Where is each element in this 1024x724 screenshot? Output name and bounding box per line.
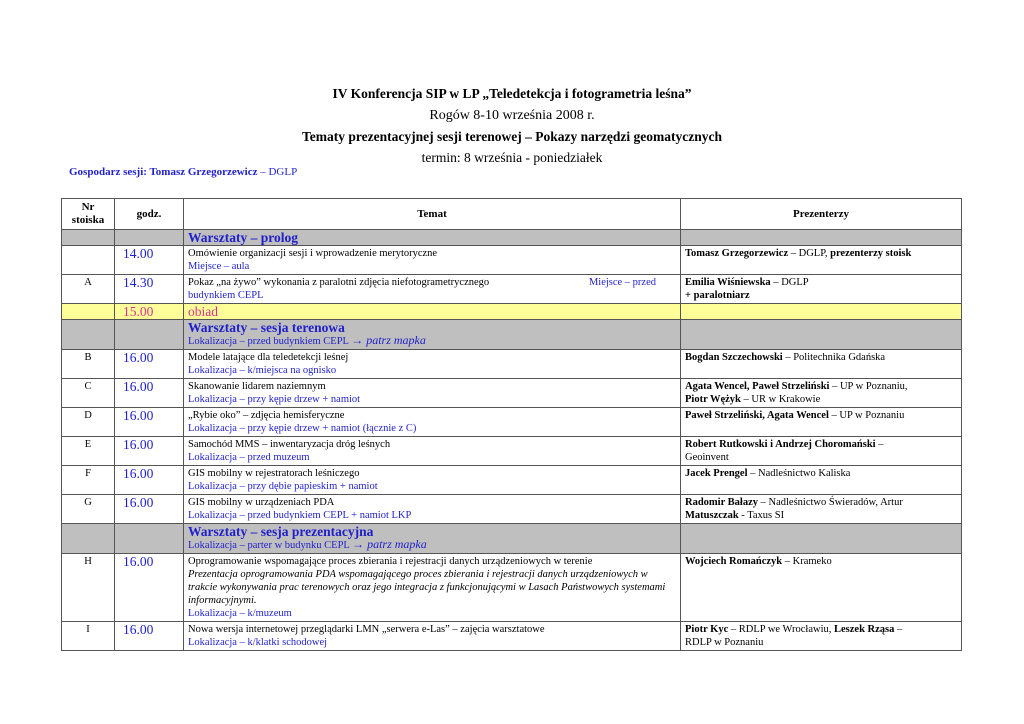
col-header-topic: Temat: [184, 199, 681, 230]
table-row: E 16.00 Samochód MMS – inwentaryzacja dróg leśnych Lokalizacja – przed muzeum Robert Rutkowski i Andrzej Choromański – Geoinvent: [62, 437, 962, 466]
row-presenters: Bogdan Szczechowski – Politechnika Gdańska: [681, 350, 962, 379]
document-subtitle: Tematy prezentacyjnej sesji terenowej – Pokazy narzędzi geomatycznych: [301, 129, 723, 144]
table-row: H 16.00 Oprogramowanie wspomagające proces zbierania i rejestracji danych urządzeniowych w terenie Prezentacja oprogramowania PDA wspomagającego proces zbierania i rejestracji danych urządzeniowych w trakcie wykonywania prac terenowych oraz jego integracja z funkcjonującymi w Lasach Państwowych systemami informacyjnymi. Lokalizacja – k/muzeum Wojciech Romańczyk – Krameko: [62, 554, 962, 622]
row-presenters: Radomir Bałazy – Nadleśnictwo Świeradów, Artur Matuszczak - Taxus SI: [681, 495, 962, 524]
row-time: 15.00: [115, 304, 184, 320]
section-title: Warsztaty – prolog: [184, 230, 681, 246]
row-topic: „Rybie oko” – zdjęcia hemisferyczne Lokalizacja – przy kępie drzew + namiot (łącznie z C): [184, 408, 681, 437]
row-time: 14.30: [115, 275, 184, 304]
section-row-presentation: [62, 524, 962, 554]
table-row: G 16.00 GIS mobilny w urządzeniach PDA Lokalizacja – przed budynkiem CEPL + namiot LKP Radomir Bałazy – Nadleśnictwo Świeradów, Artur Matuszczak - Taxus SI: [62, 495, 962, 524]
table-row: I 16.00 Nowa wersja internetowej przeglądarki LMN „serwera e-Las” – zajęcia warsztatowe Lokalizacja – k/klatki schodowej Piotr Kyc – RDLP we Wrocławiu, Leszek Rząsa – RDLP w Poznaniu: [62, 622, 962, 651]
row-topic: Skanowanie lidarem naziemnym Lokalizacja – przy kępie drzew + namiot: [184, 379, 681, 408]
schedule-table: [61, 198, 962, 651]
table-row: F 16.00 GIS mobilny w rejestratorach leśniczego Lokalizacja – przy dębie papieskim + namiot Jacek Prengel – Nadleśnictwo Kaliska: [62, 466, 962, 495]
row-presenters: Wojciech Romańczyk – Krameko: [681, 554, 962, 622]
row-topic: Modele latające dla teledetekcji leśnej Lokalizacja – k/miejsca na ognisko: [184, 350, 681, 379]
map-reference: → patrz mapka: [351, 333, 426, 347]
row-presenters: Tomasz Grzegorzewicz – DGLP, prezenterzy stoisk: [681, 246, 962, 275]
col-header-presenters: Prezenterzy: [681, 199, 962, 230]
table-row: [62, 246, 962, 275]
row-topic: Pokaz „na żywo” wykonania z paralotni zdjęcia niefotogrametrycznego Miejsce – przed budynkiem CEPL: [184, 275, 681, 304]
row-topic: GIS mobilny w rejestratorach leśniczego Lokalizacja – przy dębie papieskim + namiot: [184, 466, 681, 495]
table-row: [62, 275, 962, 304]
document-dates: Rogów 8-10 września 2008 r.: [429, 108, 595, 123]
session-host: [69, 166, 297, 178]
row-presenters: Piotr Kyc – RDLP we Wrocławiu, Leszek Rząsa – RDLP w Poznaniu: [681, 622, 962, 651]
section-title: Warsztaty – sesja terenowa Lokalizacja – przed budynkiem CEPL → patrz mapka: [184, 320, 681, 350]
lunch-row: [62, 304, 962, 320]
document-title: IV Konferencja SIP w LP „Teledetekcja i fotogrametria leśna”: [332, 86, 692, 101]
row-presenters: Emilia Wiśniewska – DGLP + paralotniarz: [681, 275, 962, 304]
row-presenters: Robert Rutkowski i Andrzej Choromański – Geoinvent: [681, 437, 962, 466]
section-row-prolog: [62, 230, 962, 246]
row-topic: Nowa wersja internetowej przeglądarki LMN „serwera e-Las” – zajęcia warsztatowe Lokalizacja – k/klatki schodowej: [184, 622, 681, 651]
row-topic: Samochód MMS – inwentaryzacja dróg leśnych Lokalizacja – przed muzeum: [184, 437, 681, 466]
col-header-nr: Nr stoiska: [62, 199, 115, 230]
row-time: 14.00: [115, 246, 184, 275]
host-name: Gospodarz sesji: Tomasz Grzegorzewicz: [69, 166, 258, 178]
row-presenters: Agata Wencel, Paweł Strzeliński – UP w Poznaniu, Piotr Wężyk – UR w Krakowie: [681, 379, 962, 408]
map-reference: → patrz mapka: [352, 537, 427, 551]
host-org: – DGLP: [257, 166, 298, 178]
table-row: B 16.00 Modele latające dla teledetekcji leśnej Lokalizacja – k/miejsca na ognisko Bogdan Szczechowski – Politechnika Gdańska: [62, 350, 962, 379]
col-header-time: godz.: [115, 199, 184, 230]
section-title: Warsztaty – sesja prezentacyjna Lokalizacja – parter w budynku CEPL → patrz mapka: [184, 524, 681, 554]
row-topic: Omówienie organizacji sesji i wprowadzenie merytoryczne Miejsce – aula: [184, 246, 681, 275]
row-nr: A: [62, 275, 115, 304]
row-presenters: Paweł Strzeliński, Agata Wencel – UP w Poznaniu: [681, 408, 962, 437]
row-location: budynkiem CEPL: [188, 290, 264, 301]
section-row-field: [62, 320, 962, 350]
lunch-label: obiad: [184, 304, 681, 320]
row-presenters: Jacek Prengel – Nadleśnictwo Kaliska: [681, 466, 962, 495]
row-topic: GIS mobilny w urządzeniach PDA Lokalizacja – przed budynkiem CEPL + namiot LKP: [184, 495, 681, 524]
document-term: termin: 8 września - poniedziałek: [421, 150, 603, 165]
row-description: Prezentacja oprogramowania PDA wspomagającego proces zbierania i rejestracji danych urządzeniowych w trakcie wykonywania prac terenowych oraz jego integracja z funkcjonującymi w Lasach Państwowych systemami informacyjnymi.: [188, 569, 666, 606]
row-location: Miejsce – aula: [188, 261, 250, 272]
row-topic: Oprogramowanie wspomagające proces zbierania i rejestracji danych urządzeniowych w terenie Prezentacja oprogramowania PDA wspomagającego proces zbierania i rejestracji danych urządzeniowych w trakcie wykonywania prac terenowych oraz jego integracja z funkcjonującymi w Lasach Państwowych systemami informacyjnymi. Lokalizacja – k/muzeum: [184, 554, 681, 622]
table-header-row: [62, 199, 962, 230]
table-row: C 16.00 Skanowanie lidarem naziemnym Lokalizacja – przy kępie drzew + namiot Agata Wencel, Paweł Strzeliński – UP w Poznaniu, Piotr Wężyk – UR w Krakowie: [62, 379, 962, 408]
table-row: D 16.00 „Rybie oko” – zdjęcia hemisferyczne Lokalizacja – przy kępie drzew + namiot (łącznie z C) Paweł Strzeliński, Agata Wencel – UP w Poznaniu: [62, 408, 962, 437]
